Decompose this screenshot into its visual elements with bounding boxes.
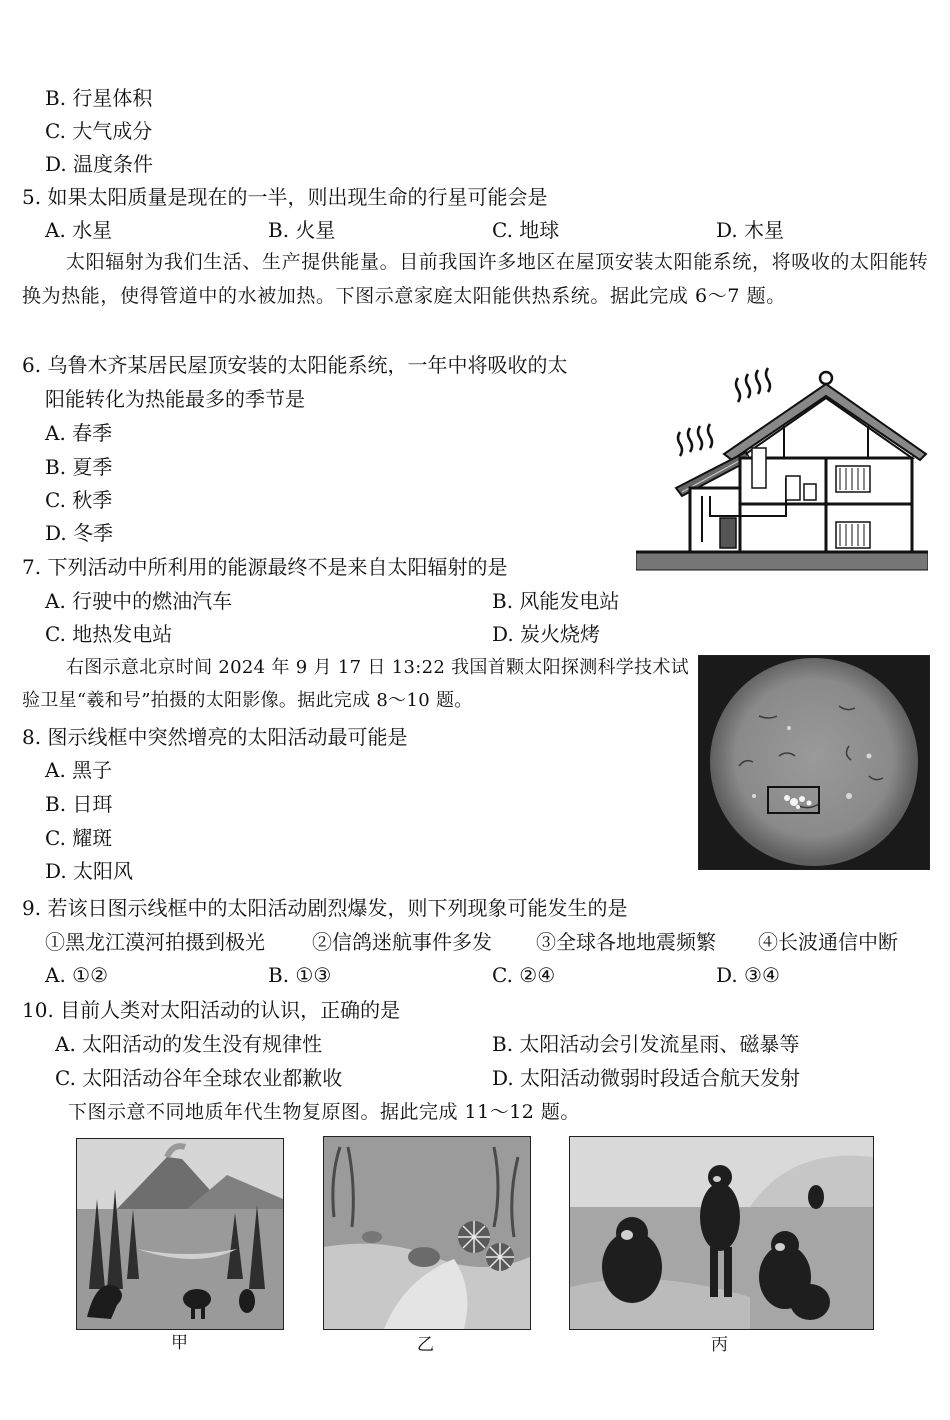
q10-stem: 10. 目前人类对太阳活动的认识，正确的是 xyxy=(22,998,401,1022)
q9-item-4: ④长波通信中断 xyxy=(758,930,898,954)
figure-bing xyxy=(569,1136,874,1330)
q5-option-a: A. 水星 xyxy=(45,218,113,242)
q5-option-b: B. 火星 xyxy=(268,218,336,242)
q6-stem-line1: 6. 乌鲁木齐某居民屋顶安装的太阳能系统，一年中将吸收的太 xyxy=(22,353,568,377)
q5-option-d: D. 木星 xyxy=(716,218,785,242)
solar-house-figure xyxy=(636,356,928,574)
q8-option-b: B. 日珥 xyxy=(45,792,113,816)
q8-stem: 8. 图示线框中突然增亮的太阳活动最可能是 xyxy=(22,725,408,749)
q6-option-a: A. 春季 xyxy=(45,421,113,445)
q9-option-d: D. ③④ xyxy=(716,963,780,987)
q10-option-c: C. 太阳活动谷年全球农业都歉收 xyxy=(55,1066,343,1090)
sun-image-figure xyxy=(698,655,930,870)
q10-option-a: A. 太阳活动的发生没有规律性 xyxy=(55,1032,323,1056)
q9-item-1: ①黑龙江漠河拍摄到极光 xyxy=(45,930,265,954)
q6-option-d: D. 冬季 xyxy=(45,521,114,545)
q9-option-b: B. ①③ xyxy=(268,963,332,987)
q6-option-c: C. 秋季 xyxy=(45,488,113,512)
q9-item-3: ③全球各地地震频繁 xyxy=(536,930,716,954)
q7-option-d: D. 炭火烧烤 xyxy=(492,622,601,646)
q5-option-c: C. 地球 xyxy=(492,218,560,242)
caption-jia: 甲 xyxy=(171,1333,188,1353)
q4-option-d: D. 温度条件 xyxy=(45,152,154,176)
q10-option-d: D. 太阳活动微弱时段适合航天发射 xyxy=(492,1066,801,1090)
caption-yi: 乙 xyxy=(417,1335,434,1355)
q9-stem: 9. 若该日图示线框中的太阳活动剧烈爆发，则下列现象可能发生的是 xyxy=(22,896,628,920)
q9-option-c: C. ②④ xyxy=(492,963,556,987)
q7-option-a: A. 行驶中的燃油汽车 xyxy=(45,589,233,613)
q10-option-b: B. 太阳活动会引发流星雨、磁暴等 xyxy=(492,1032,800,1056)
passage-11-12: 下图示意不同地质年代生物复原图。据此完成 11～12 题。 xyxy=(68,1101,580,1123)
q9-item-2: ②信鸽迷航事件多发 xyxy=(312,930,492,954)
figure-yi xyxy=(323,1136,531,1330)
q8-option-a: A. 黑子 xyxy=(45,758,113,782)
q7-option-c: C. 地热发电站 xyxy=(45,622,173,646)
q6-option-b: B. 夏季 xyxy=(45,455,113,479)
q7-option-b: B. 风能发电站 xyxy=(492,589,620,613)
q8-option-c: C. 耀斑 xyxy=(45,826,113,850)
q7-stem: 7. 下列活动中所利用的能源最终不是来自太阳辐射的是 xyxy=(22,555,508,579)
q9-option-a: A. ①② xyxy=(45,963,109,987)
q4-option-c: C. 大气成分 xyxy=(45,119,153,143)
q8-option-d: D. 太阳风 xyxy=(45,859,134,883)
q4-option-b: B. 行星体积 xyxy=(45,86,153,110)
passage-6-7: 太阳辐射为我们生活、生产提供能量。目前我国许多地区在屋顶安装太阳能系统，将吸收的太阳能转换为热能，使得管道中的水被加热。下图示意家庭太阳能供热系统。据此完成 6～7 题。 xyxy=(22,251,929,307)
q6-stem-line2: 阳能转化为热能最多的季节是 xyxy=(45,387,305,411)
passage-8-10: 右图示意北京时间 2024 年 9 月 17 日 13:22 我国首颗太阳探测科学技术试验卫星“羲和号”拍摄的太阳影像。据此完成 8～10 题。 xyxy=(22,657,690,711)
caption-bing: 丙 xyxy=(711,1335,728,1355)
figure-jia xyxy=(76,1138,284,1330)
q5-stem: 5. 如果太阳质量是现在的一半，则出现生命的行星可能会是 xyxy=(22,185,548,209)
